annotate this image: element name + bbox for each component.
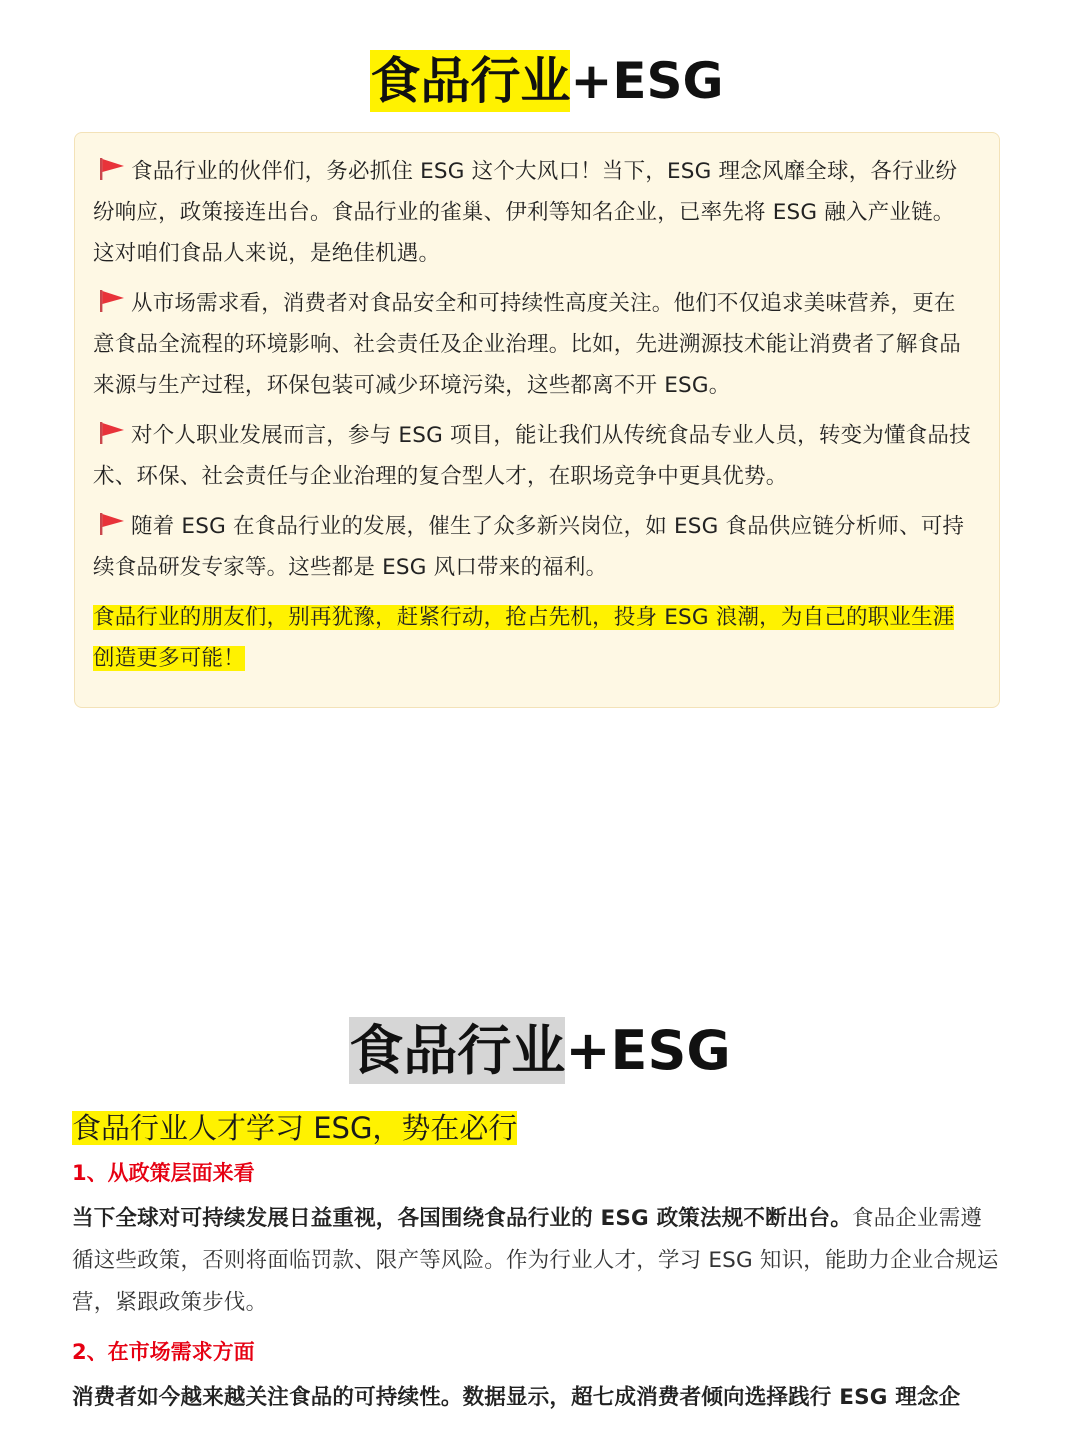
section-normal-text: 食品企业需遵循这些政策，否则将面临罚款、限产等风险。作为行业人才，学习 ESG 知识，能助力企业合规运营，紧跟政策步伐。 — [72, 1206, 999, 1315]
red-flag-icon — [97, 512, 127, 536]
paragraph-2 — [93, 283, 975, 406]
section-heading-market: 2、在市场需求方面 — [72, 1340, 255, 1364]
title-suffix: +ESG — [570, 52, 724, 110]
section-body-policy — [72, 1198, 1002, 1324]
call-to-action — [93, 597, 975, 679]
red-flag-icon — [97, 289, 127, 313]
title-suffix: +ESG — [565, 1019, 731, 1082]
content-card — [74, 132, 1000, 708]
paragraph-text: 从市场需求看，消费者对食品安全和可持续性高度关注。他们不仅追求美味营养，更在意食品全流程的环境影响、社会责任及企业治理。比如，先进溯源技术能让消费者了解食品来源与生产过程，环保包装可减少环境污染，这些都离不开 ESG。 — [93, 291, 962, 398]
page-title — [0, 52, 1080, 110]
title-highlight: 食品行业 — [370, 52, 571, 110]
red-flag-icon — [97, 421, 127, 445]
paragraph-text: 对个人职业发展而言，参与 ESG 项目，能让我们从传统食品专业人员，转变为懂食品技术、环保、社会责任与企业治理的复合型人才，在职场竞争中更具优势。 — [93, 423, 971, 489]
title-highlight: 食品行业 — [349, 1019, 566, 1082]
section-heading-policy: 1、从政策层面来看 — [72, 1161, 255, 1185]
paragraph-text: 随着 ESG 在食品行业的发展，催生了众多新兴岗位，如 ESG 食品供应链分析师、可持续食品研发专家等。这些都是 ESG 风口带来的福利。 — [93, 514, 965, 580]
section-body-market — [72, 1377, 1002, 1419]
paragraph-3 — [93, 415, 975, 497]
subtitle — [72, 1108, 1002, 1148]
paragraph-1 — [93, 151, 975, 274]
page-title-2 — [0, 1019, 1080, 1082]
red-flag-icon — [97, 157, 127, 181]
section-bold-text: 消费者如今越来越关注食品的可持续性。数据显示，超七成消费者倾向选择践行 ESG 理念企 — [72, 1385, 961, 1410]
subtitle-text: 食品行业人才学习 ESG，势在必行 — [72, 1111, 518, 1145]
paragraph-text: 食品行业的伙伴们，务必抓住 ESG 这个大风口！当下，ESG 理念风靡全球，各行业纷纷响应，政策接连出台。食品行业的雀巢、伊利等知名企业，已率先将 ESG 融入产业链。这对咱们食品人来说，是绝佳机遇。 — [93, 159, 958, 266]
section-bold-text: 当下全球对可持续发展日益重视，各国围绕食品行业的 ESG 政策法规不断出台。 — [72, 1206, 852, 1231]
call-to-action-text: 食品行业的朋友们，别再犹豫，赶紧行动，抢占先机，投身 ESG 浪潮，为自己的职业生涯创造更多可能！ — [93, 605, 955, 671]
paragraph-4 — [93, 506, 975, 588]
